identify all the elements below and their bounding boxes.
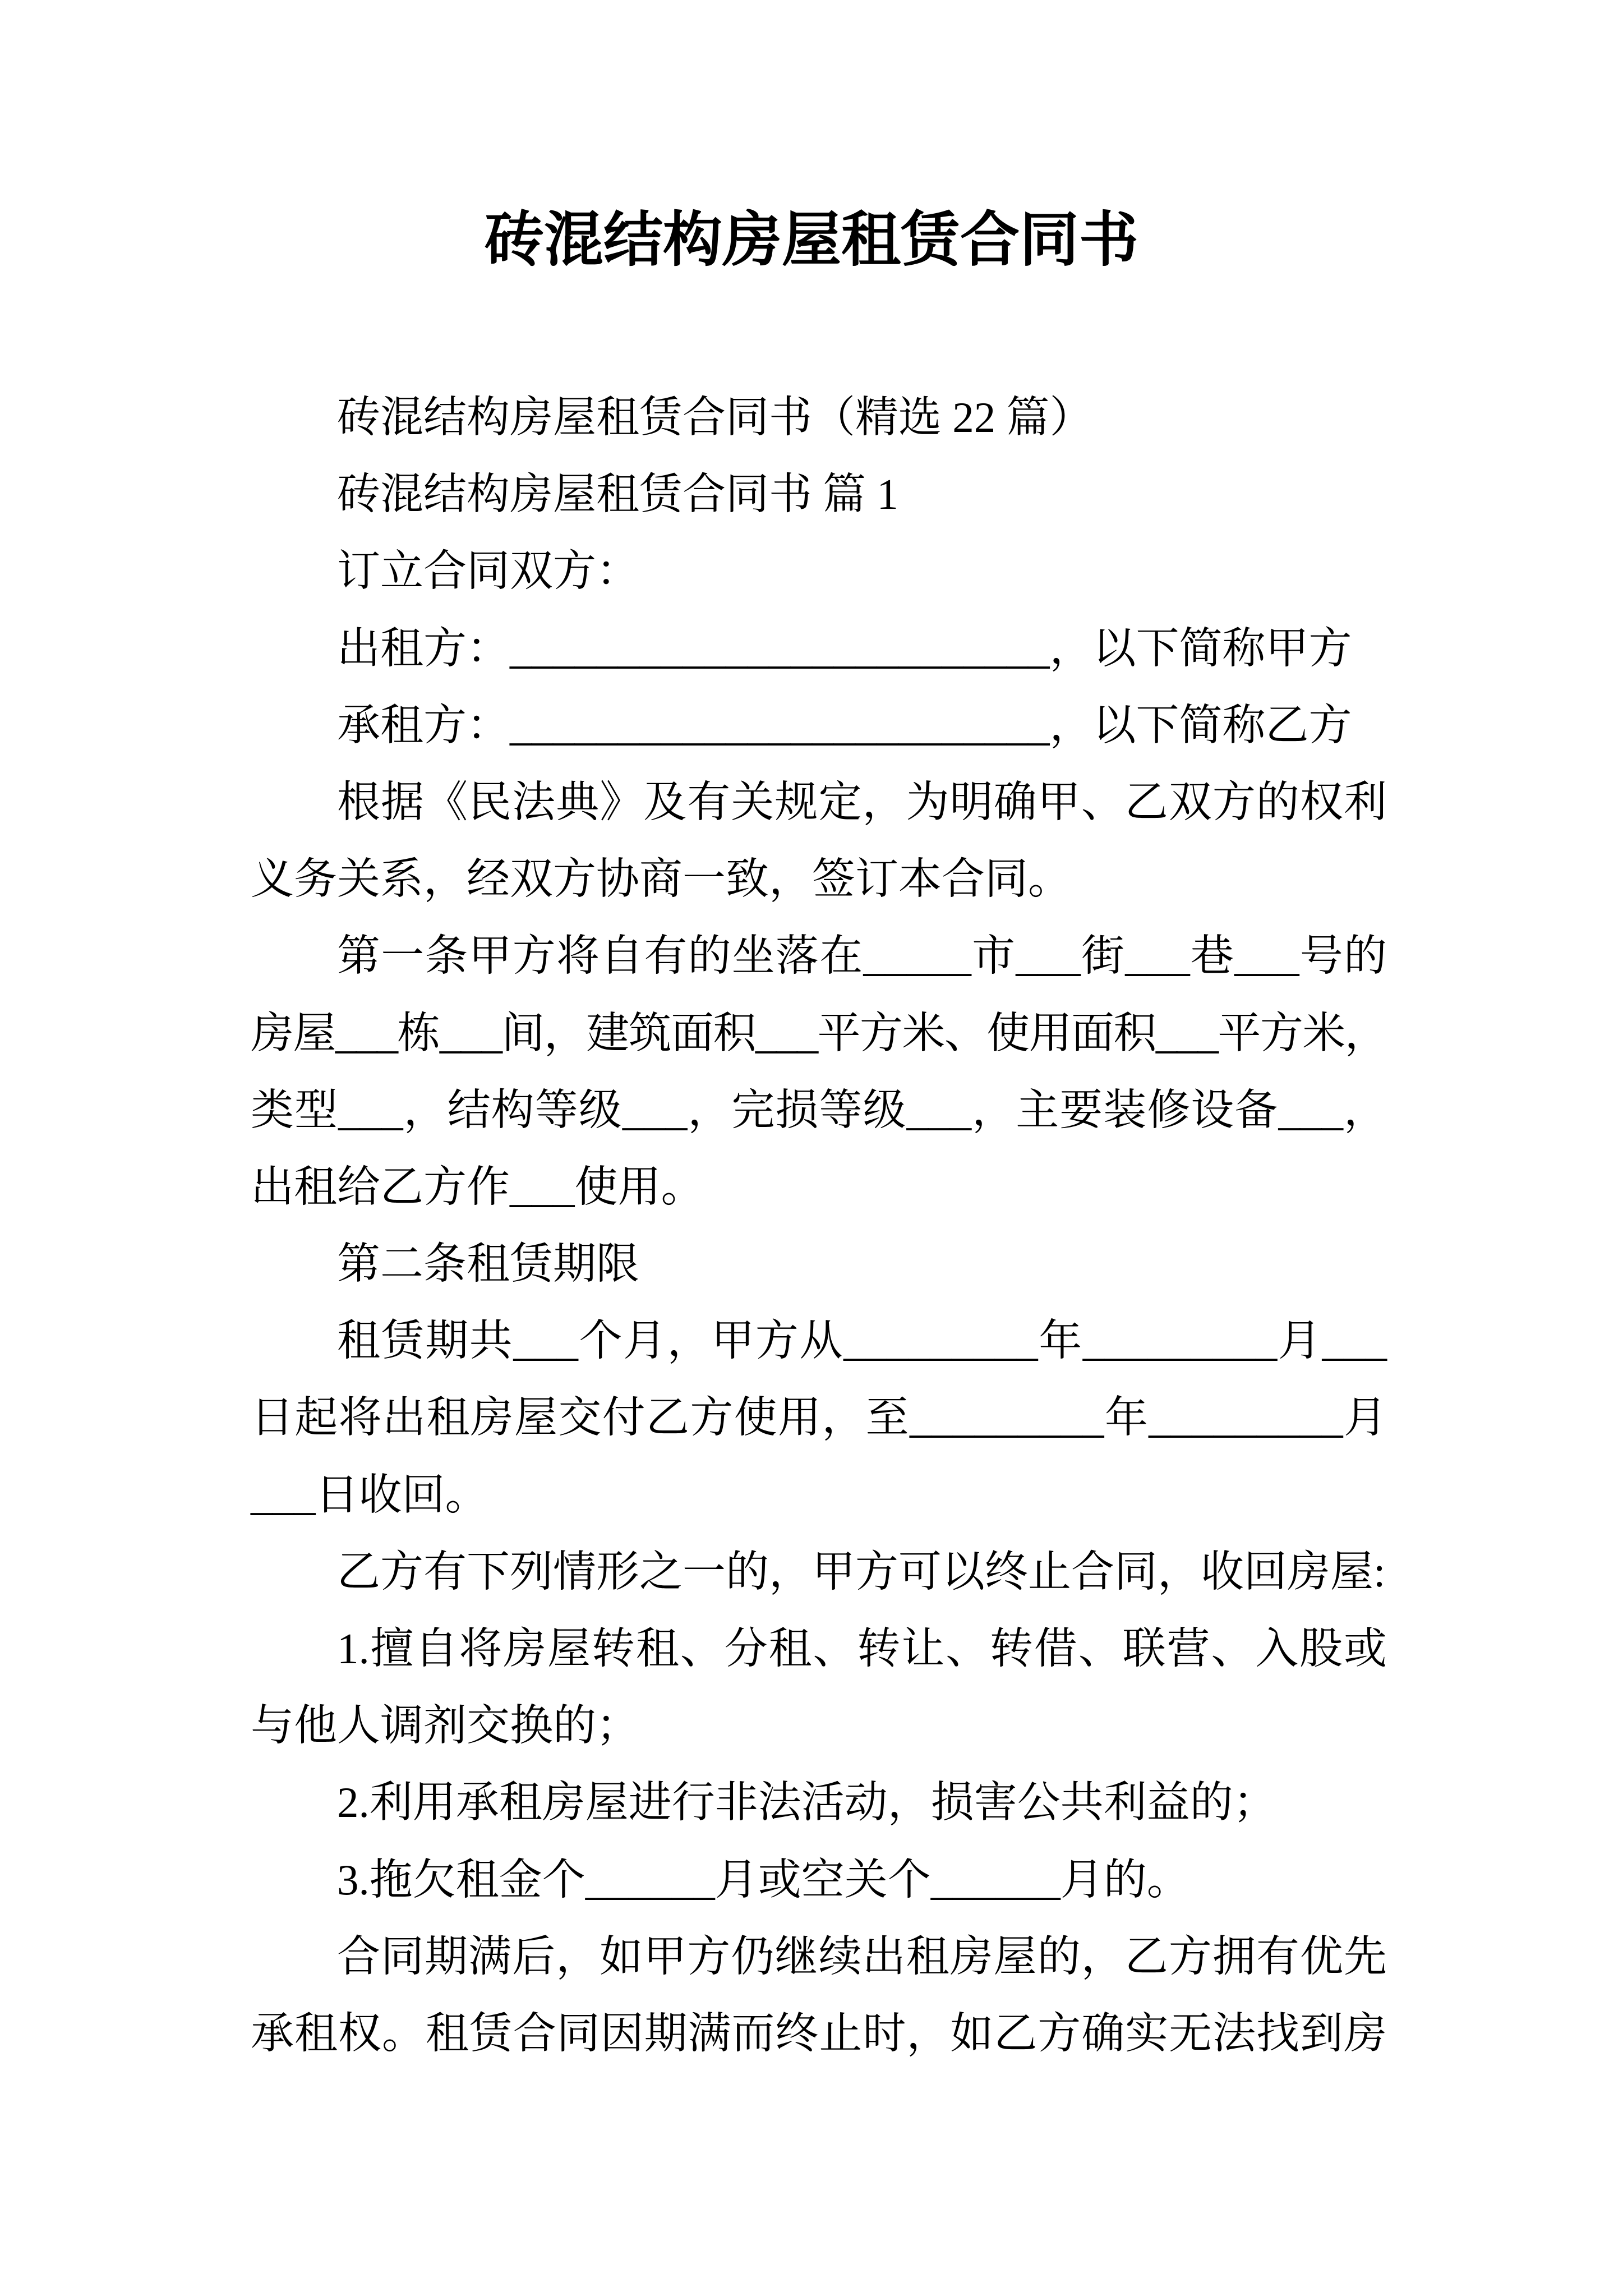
renewal-paragraph <box>251 1918 1387 2072</box>
paragraph-line: 订立合同双方： <box>337 547 639 596</box>
termination-condition-2 <box>251 1764 1387 1841</box>
paragraph-line: 日起将出租房屋交付乙方使用，至_________年_________月 <box>251 1393 1387 1442</box>
paragraph-line: ___日收回。 <box>251 1470 488 1519</box>
termination-conditions-intro <box>251 1534 1387 1611</box>
paragraph-line: 砖混结构房屋租赁合同书 篇 1 <box>337 470 898 519</box>
paragraph-line: 出租给乙方作___使用。 <box>251 1162 704 1211</box>
parties-intro <box>251 533 1387 610</box>
paragraph-line: 承租权。租赁合同因期满而终止时，如乙方确实无法找到房 <box>251 2009 1387 2058</box>
paragraph-line: 砖混结构房屋租赁合同书（精选 22 篇） <box>337 393 1093 441</box>
lessee-line <box>251 687 1387 764</box>
paragraph-line: 类型___，结构等级___，完损等级___，主要装修设备___， <box>251 1085 1387 1134</box>
paragraph-line: 与他人调剂交换的； <box>251 1701 639 1750</box>
paragraph-line: 第二条租赁期限 <box>337 1240 639 1289</box>
paragraph-line: 1.擅自将房屋转租、分租、转让、转借、联营、入股或 <box>337 1625 1387 1673</box>
paragraph-line: 租赁期共___个月，甲方从_________年_________月___ <box>337 1317 1387 1365</box>
clause-1-paragraph <box>251 918 1387 1226</box>
paragraph-line: 乙方有下列情形之一的，甲方可以终止合同，收回房屋: <box>337 1547 1386 1596</box>
paragraph-line: 出租方：_________________________，以下简称甲方 <box>337 624 1352 673</box>
paragraph-line: 义务关系，经双方协商一致，签订本合同。 <box>251 855 1071 904</box>
lessor-line <box>251 610 1387 687</box>
clause-2-heading <box>251 1226 1387 1303</box>
paragraph-line: 2.利用承租房屋进行非法活动，损害公共利益的； <box>337 1778 1276 1827</box>
document-title: 砖混结构房屋租赁合同书 <box>485 208 1138 273</box>
paragraph-line: 房屋___栋___间，建筑面积___平方米、使用面积___平方米， <box>251 1009 1387 1057</box>
article-heading <box>251 456 1387 533</box>
paragraph-line: 合同期满后，如甲方仍继续出租房屋的，乙方拥有优先 <box>337 1932 1387 1981</box>
preamble-paragraph <box>251 764 1387 918</box>
paragraph-line: 根据《民法典》及有关规定，为明确甲、乙双方的权利 <box>337 777 1387 826</box>
termination-condition-1 <box>251 1611 1387 1764</box>
paragraph-line: 第一条甲方将自有的坐落在_____市___街___巷___号的 <box>337 932 1387 981</box>
lease-term-paragraph <box>251 1303 1387 1534</box>
termination-condition-3 <box>251 1842 1387 1918</box>
collection-heading <box>251 379 1387 456</box>
paragraph-line: 承租方：_________________________，以下简称乙方 <box>337 701 1352 749</box>
document-body <box>251 379 1387 2072</box>
paragraph-line: 3.拖欠租金个______月或空关个______月的。 <box>337 1855 1190 1904</box>
